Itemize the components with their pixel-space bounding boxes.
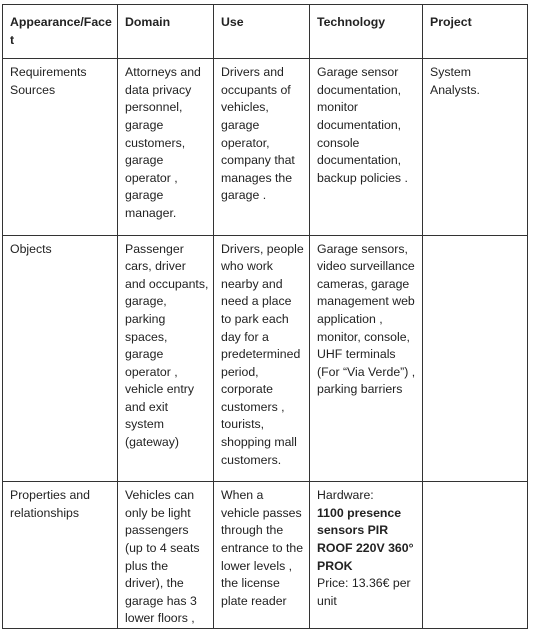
technology-cell: Garage sensor documentation, monitor documentation, console documentation, backup policies . bbox=[310, 59, 423, 235]
domain-cell: Attorneys and data privacy personnel, garage customers, garage operator , garage manager. bbox=[118, 59, 214, 235]
project-cell bbox=[423, 235, 528, 482]
project-cell: System Analysts. bbox=[423, 59, 528, 235]
use-cell: Drivers, people who work nearby and need a place to park each day for a predetermined period, corporate customers , tourists, shopping mall customers. bbox=[214, 235, 310, 482]
header-technology: Technology bbox=[310, 5, 423, 59]
domain-cell: Passenger cars, driver and occupants, garage, parking spaces, garage operator , vehicle entry and exit system (gateway) bbox=[118, 235, 214, 482]
use-cell: When a vehicle passes through the entrance to the lower levels , the license plate reader bbox=[214, 482, 310, 629]
project-cell bbox=[423, 482, 528, 629]
table-row bbox=[3, 235, 528, 482]
header-use: Use bbox=[214, 5, 310, 59]
header-facet: Appearance/Facet bbox=[3, 5, 118, 59]
table-header-row bbox=[3, 5, 528, 59]
technology-product-name: 1100 presence sensors PIR ROOF 220V 360° PROK bbox=[317, 505, 414, 573]
table-row bbox=[3, 482, 528, 629]
table-row bbox=[3, 59, 528, 235]
use-cell: Drivers and occupants of vehicles, garage operator, company that manages the garage . bbox=[214, 59, 310, 235]
facets-table bbox=[2, 4, 528, 629]
facet-cell: Requirements Sources bbox=[3, 59, 118, 235]
domain-cell: Vehicles can only be light passengers (up to 4 seats plus the driver), the garage has 3 lower floors , bbox=[118, 482, 214, 629]
technology-hardware-label: Hardware: bbox=[317, 488, 374, 503]
header-project: Project bbox=[423, 5, 528, 59]
facet-cell: Properties and relationships bbox=[3, 482, 118, 629]
facet-cell: Objects bbox=[3, 235, 118, 482]
technology-cell bbox=[310, 482, 423, 629]
technology-cell: Garage sensors, video surveillance cameras, garage management web application , monitor, console, UHF terminals (For “Via Verde”) , parking barriers bbox=[310, 235, 423, 482]
header-domain: Domain bbox=[118, 5, 214, 59]
technology-price: Price: 13.36€ per unit bbox=[317, 576, 411, 608]
